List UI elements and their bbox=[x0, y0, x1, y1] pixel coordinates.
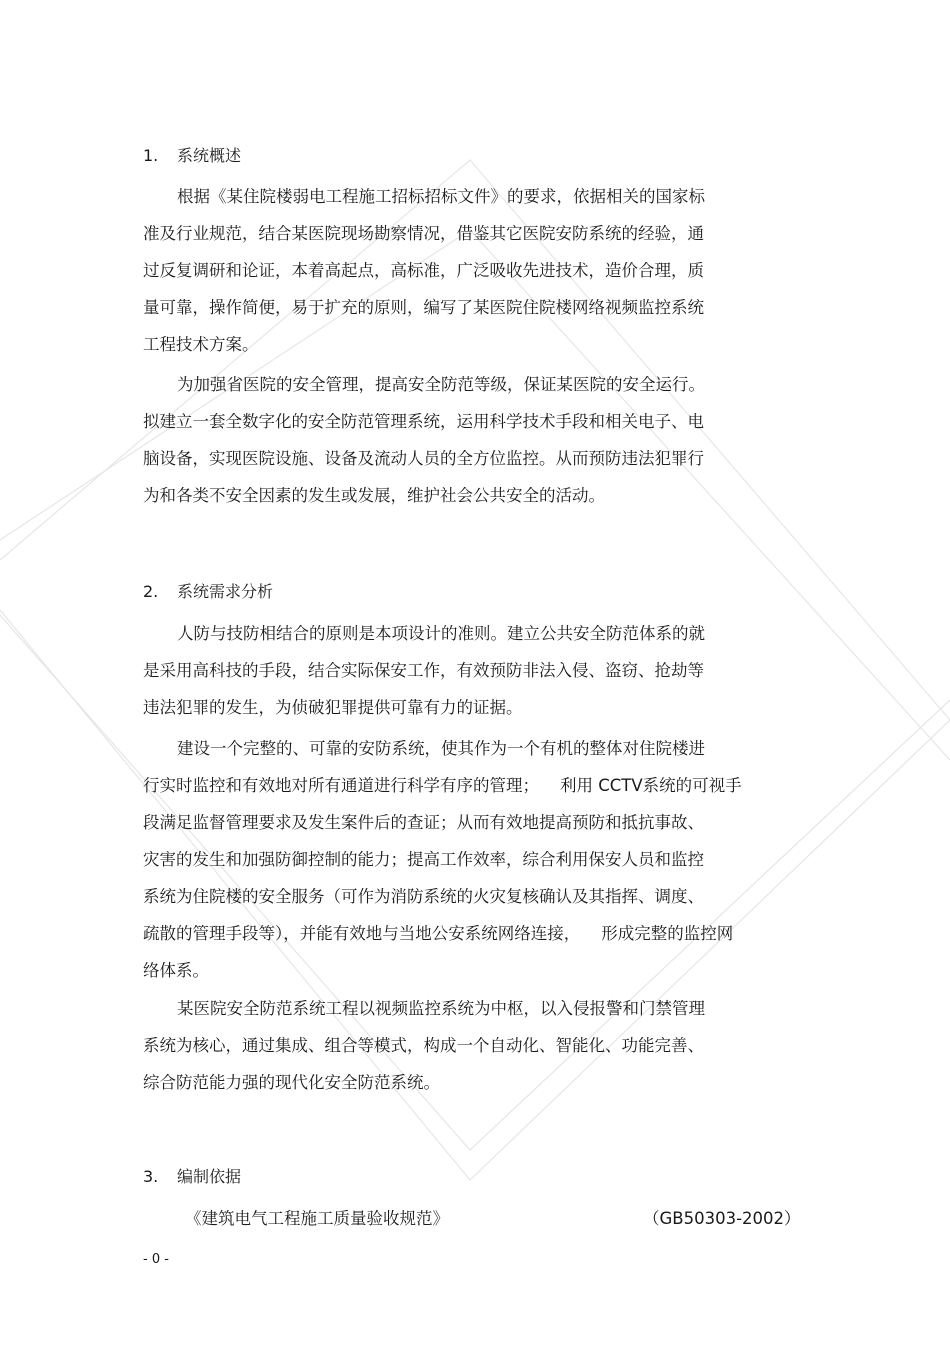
section-number: 3. bbox=[143, 1167, 159, 1186]
text-line: 为加强省医院的安全管理，提高安全防范等级，保证某医院的安全运行。 bbox=[177, 375, 705, 394]
text-line: 工程技术方案。 bbox=[143, 335, 259, 354]
text-line: 违法犯罪的发生，为侦破犯罪提供可靠有力的证据。 bbox=[143, 698, 523, 717]
section-heading-3 bbox=[143, 1167, 241, 1187]
text-line: 拟建立一套全数字化的安全防范管理系统，运用科学技术手段和相关电子、电 bbox=[143, 412, 704, 431]
section-number: 2. bbox=[143, 582, 159, 601]
text-line: 段满足监督管理要求及发生案件后的查证；从而有效地提高预防和抵抗事故、 bbox=[143, 813, 704, 832]
text-line: 过反复调研和论证，本着高起点，高标准，广泛吸收先进技术，造价合理，质 bbox=[143, 261, 704, 280]
section-title: 编制依据 bbox=[177, 1167, 242, 1186]
section-heading-2 bbox=[143, 582, 273, 602]
paragraph-1-2 bbox=[143, 366, 803, 514]
text-line: 是采用高科技的手段，结合实际保安工作，有效预防非法入侵、盗窃、抢劫等 bbox=[143, 661, 704, 680]
text-line: 准及行业规范，结合某医院现场勘察情况，借鉴其它医院安防系统的经验，通 bbox=[143, 224, 704, 243]
section-title: 系统概述 bbox=[177, 146, 242, 165]
paragraph-1-1 bbox=[143, 178, 803, 363]
reference-code: （GB50303-2002） bbox=[643, 1209, 801, 1228]
text-line: 建设一个完整的、可靠的安防系统，使其作为一个有机的整体对住院楼进 bbox=[177, 739, 705, 758]
text-line: 系统为核心，通过集成、组合等模式，构成一个自动化、智能化、功能完善、 bbox=[143, 1036, 704, 1055]
text-line: 络体系。 bbox=[143, 961, 209, 980]
text-line: 灾害的发生和加强防御控制的能力；提高工作效率，综合利用保安人员和监控 bbox=[143, 850, 704, 869]
text-line: 某医院安全防范系统工程以视频监控系统为中枢，以入侵报警和门禁管理 bbox=[177, 999, 705, 1018]
text-line: 综合防范能力强的现代化安全防范系统。 bbox=[143, 1073, 440, 1092]
text-line: 为和各类不安全因素的发生或发展，维护社会公共安全的活动。 bbox=[143, 486, 605, 505]
text-line: 根据《某住院楼弱电工程施工招标招标文件》的要求，依据相关的国家标 bbox=[177, 187, 705, 206]
page-number: - 0 - bbox=[143, 1252, 169, 1267]
section-heading-1 bbox=[143, 146, 241, 166]
section-title: 系统需求分析 bbox=[177, 582, 274, 601]
text-line: 量可靠，操作简便，易于扩充的原则，编写了某医院住院楼网络视频监控系统 bbox=[143, 298, 704, 317]
text-line: 行实时监控和有效地对所有通道进行科学有序的管理； 利用 CCTV系统的可视手 bbox=[143, 776, 742, 795]
text-line: 疏散的管理手段等），并能有效地与当地公安系统网络连接， 形成完整的监控网 bbox=[143, 924, 734, 943]
text-line: 人防与技防相结合的原则是本项设计的准则。建立公共安全防范体系的就 bbox=[177, 624, 705, 643]
reference-title: 《建筑电气工程施工质量验收规范》 bbox=[185, 1209, 449, 1228]
text-line: 系统为住院楼的安全服务（可作为消防系统的火灾复核确认及其指挥、调度、 bbox=[143, 887, 704, 906]
paragraph-2-3 bbox=[143, 990, 803, 1101]
paragraph-2-1 bbox=[143, 615, 803, 726]
text-line: 脑设备，实现医院设施、设备及流动人员的全方位监控。从而预防违法犯罪行 bbox=[143, 449, 704, 468]
paragraph-2-2 bbox=[143, 730, 803, 989]
section-number: 1. bbox=[143, 146, 159, 165]
